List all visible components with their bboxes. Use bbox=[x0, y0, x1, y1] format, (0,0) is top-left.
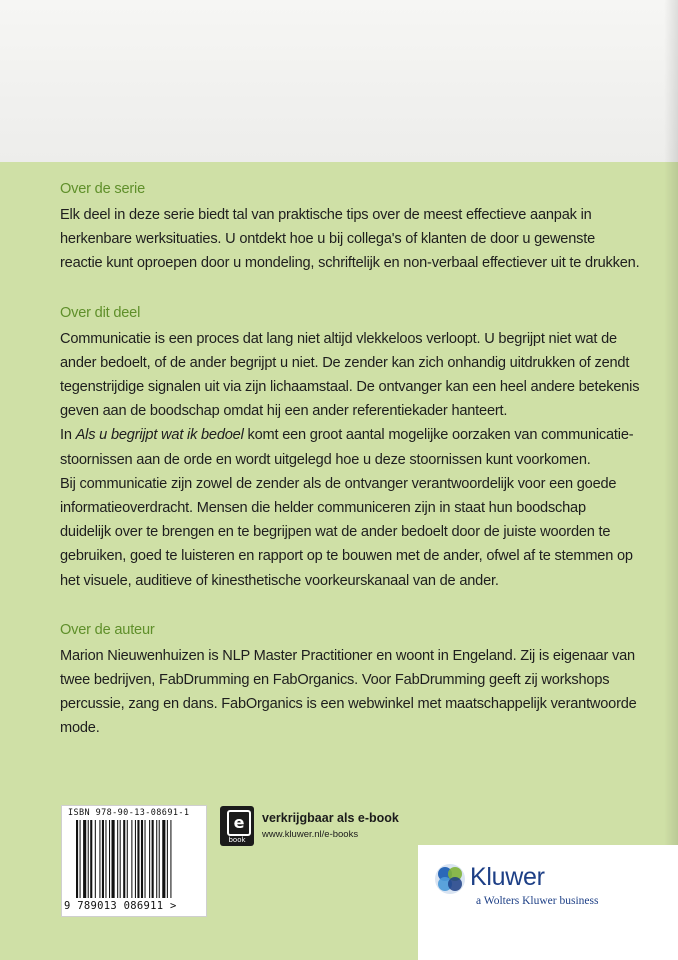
cover-top-band bbox=[0, 0, 678, 162]
back-cover-text bbox=[60, 178, 640, 767]
isbn-label: ISBN 978-90-13-08691-1 bbox=[68, 808, 190, 818]
publisher-tagline: a Wolters Kluwer business bbox=[476, 895, 599, 907]
section-paragraph: Communicatie is een proces dat lang niet altijd vlekkeloos verloopt. U begrijpt niet wat de ander bedoelt, of de ander begrijpt u niet. De zender kan zich onhandig uitdrukken of zendt tegenstrijdige signalen uit via zijn lichaamstaal. De ontvanger kan een heel andere betekenis geven aan de boodschap omdat hij een ander referentiekader hanteert. bbox=[60, 330, 640, 420]
section-paragraph: Marion Nieuwenhuizen is NLP Master Practitioner en woont in Engeland. Zij is eigenaar van twee bedrijven, FabDrumming en FabOrganics. Voor FabDrumming geeft zij workshops percussie, zang en dans. FabOrganics is een webwinkel met maatschappelijk verantwoorde mode. bbox=[60, 647, 637, 737]
ebook-icon-letter: e bbox=[227, 810, 251, 836]
ebook-url[interactable]: www.kluwer.nl/e-books bbox=[262, 829, 359, 840]
publisher-name: Kluwer bbox=[470, 863, 545, 891]
barcode-icon bbox=[76, 820, 200, 898]
book-title: Als u begrijpt wat ik bedoel bbox=[75, 427, 244, 444]
section-paragraph: Elk deel in deze serie biedt tal van praktische tips over de meest effectieve aanpak in herkenbare werksituaties. U ontdekt hoe u bij collega's of klanten de door u gewenste reactie kunt oproepen door u mondeling, schriftelijk en non-verbaal effectiever uit te drukken. bbox=[60, 207, 640, 272]
section-over-de-auteur bbox=[60, 619, 640, 741]
section-heading: Over de serie bbox=[60, 181, 145, 197]
section-heading: Over de auteur bbox=[60, 621, 155, 638]
barcode bbox=[61, 805, 207, 917]
ebook-icon-word: book bbox=[228, 836, 246, 844]
section-over-dit-deel bbox=[60, 302, 640, 593]
barcode-digits: 9 789013 086911 > bbox=[64, 900, 177, 912]
section-heading: Over dit deel bbox=[60, 304, 141, 321]
cover-edge-shadow bbox=[664, 0, 678, 960]
publisher-logo-block bbox=[418, 845, 678, 960]
para-suffix: komt een groot aantal mogelijke oorzaken van communicatie-stoornissen aan de orde en wordt uitgelegd hoe u deze stoornissen kunt voorkomen. bbox=[60, 427, 634, 468]
ebook-icon bbox=[220, 806, 254, 846]
section-paragraph: Bij communicatie zijn zowel de zender als de ontvanger verantwoordelijk voor een goede informatieoverdracht. Mensen die helder communiceren zijn in staat hun boodschap duidelijk over te brengen en te begrijpen wat de ander bedoelt door de juiste woorden te gebruiken, goed te luisteren en rapport op te bouwen met de ander, ofwel af te stemmen op het visuele, auditieve of kinesthetische voorkeurskanaal van de ander. bbox=[60, 475, 633, 589]
ebook-availability: verkrijgbaar als e-book bbox=[262, 811, 399, 825]
para-prefix: In bbox=[60, 427, 76, 444]
section-over-de-serie bbox=[60, 178, 640, 276]
section-paragraph-with-title bbox=[60, 423, 640, 471]
kluwer-logo-icon bbox=[434, 863, 466, 895]
